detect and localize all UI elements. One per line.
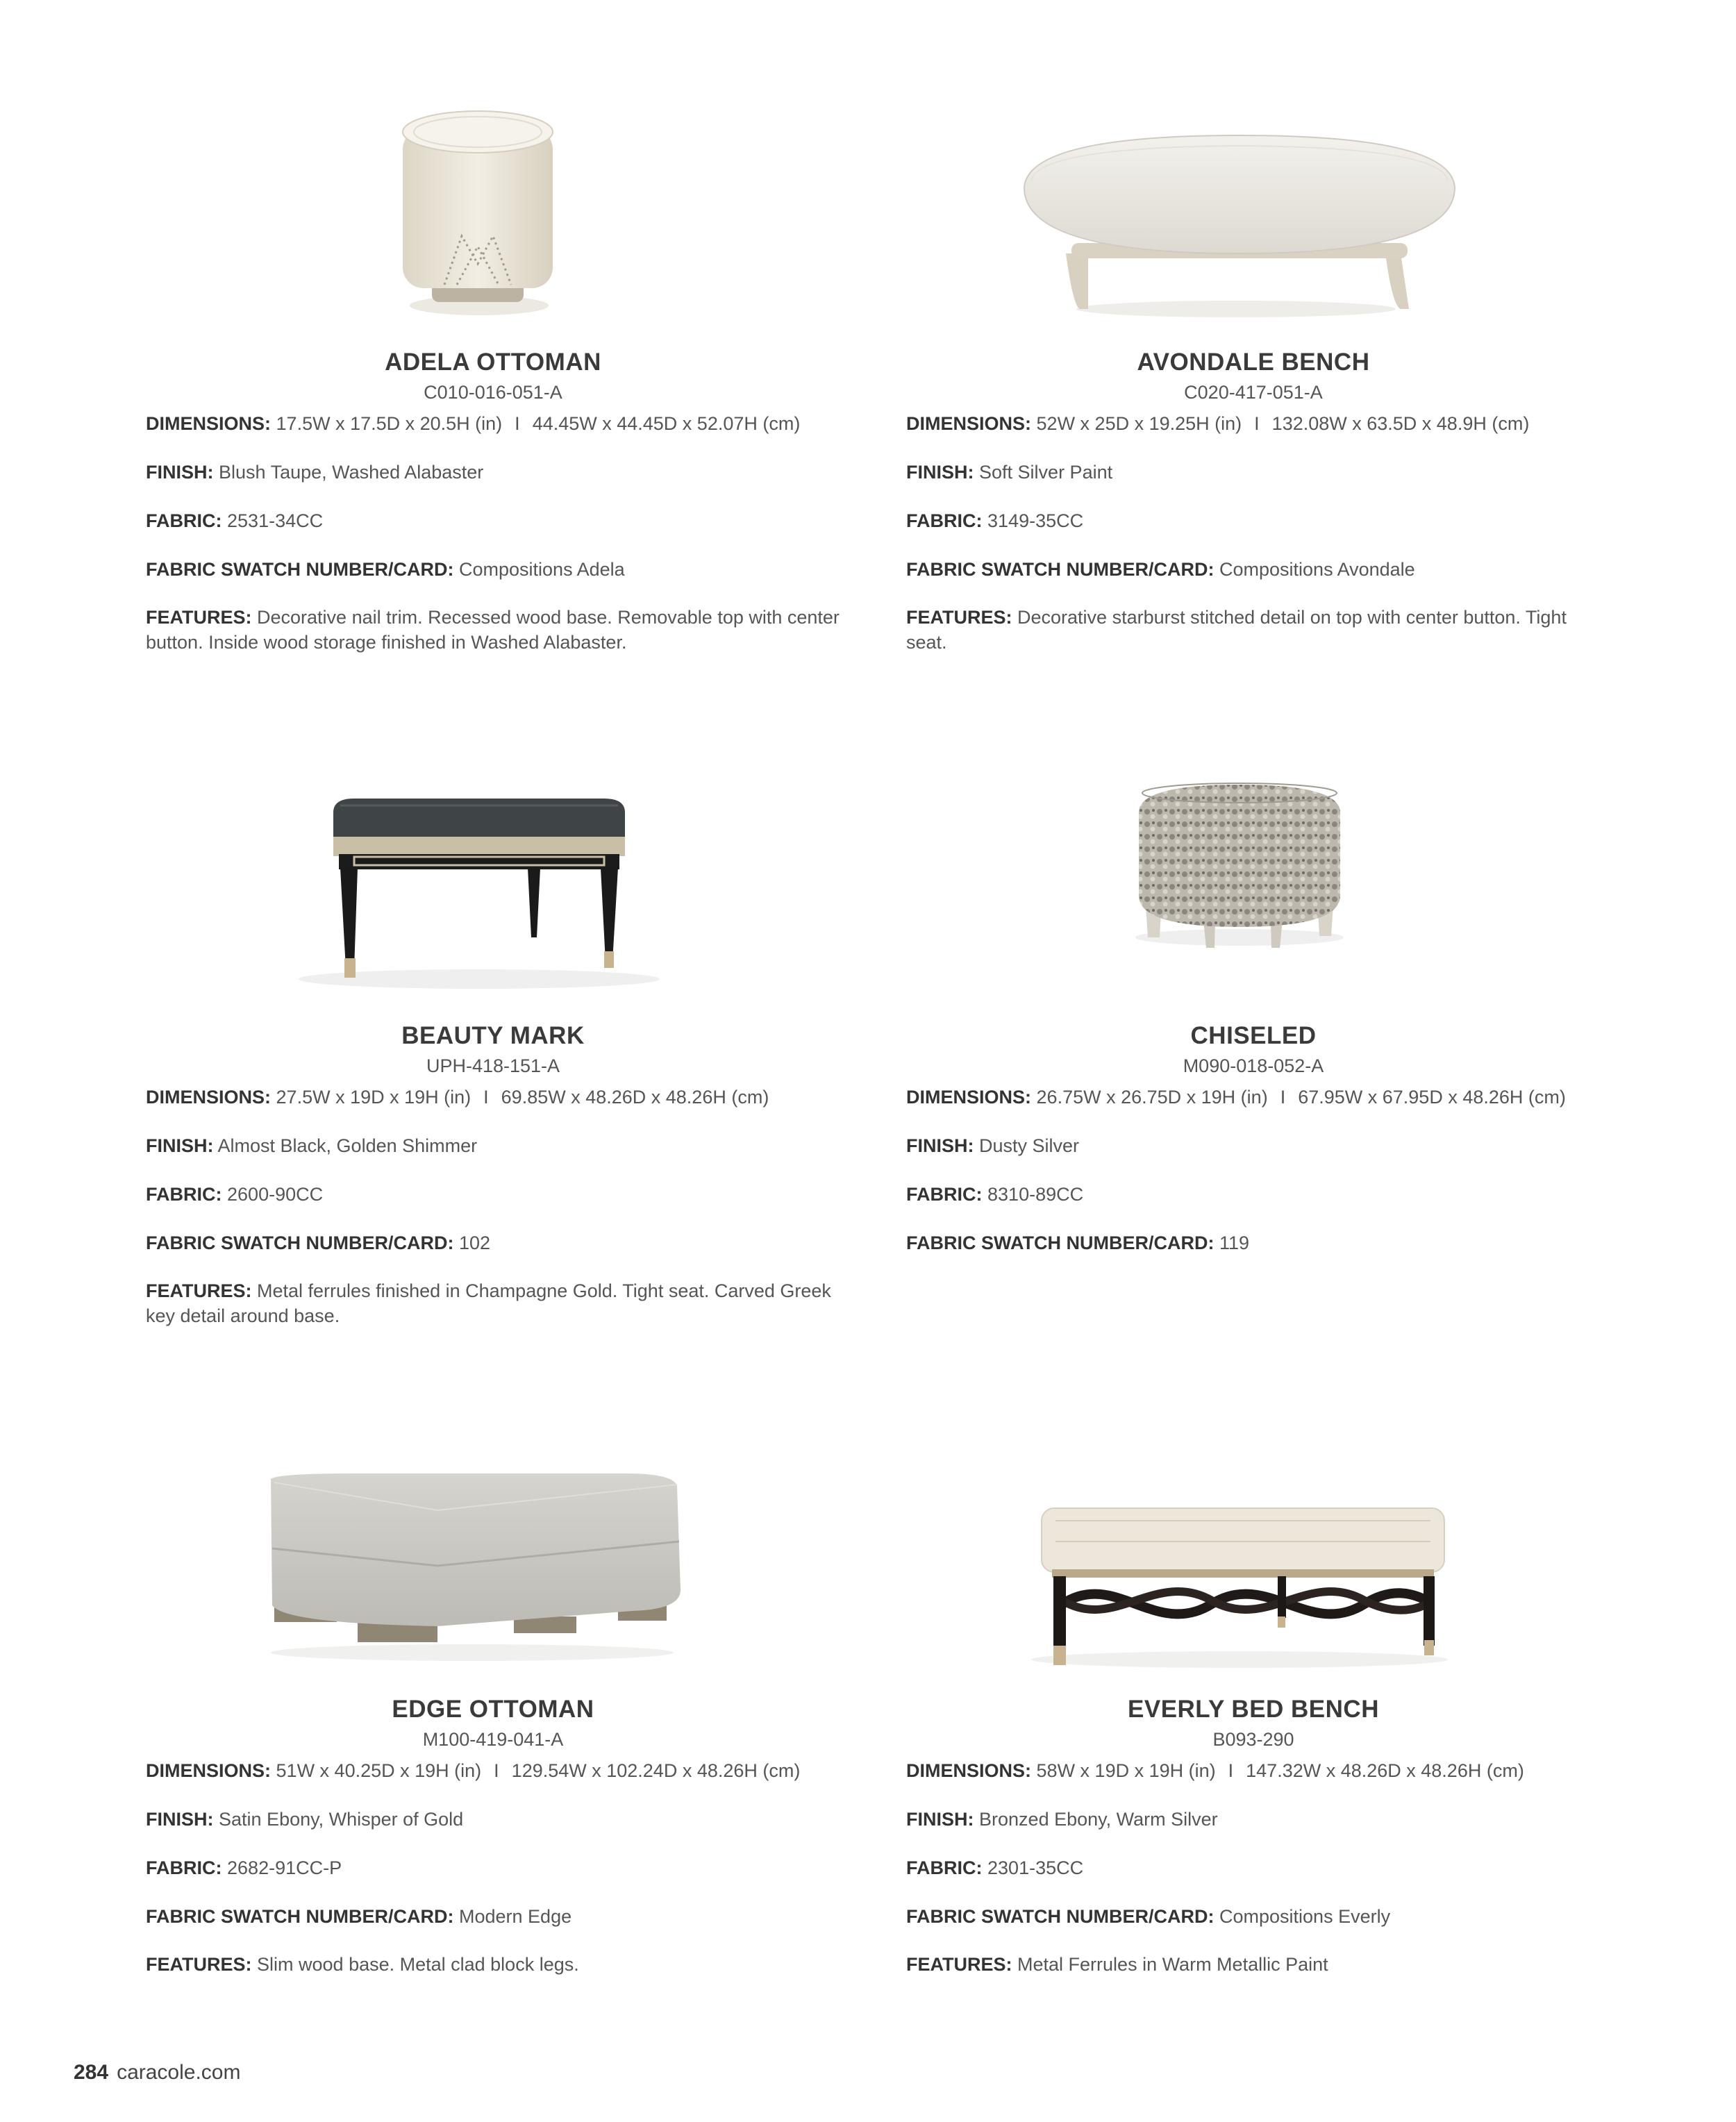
finish-value: Blush Taupe, Washed Alabaster bbox=[219, 462, 484, 483]
finish-value: Dusty Silver bbox=[979, 1135, 1080, 1156]
everly-bed-bench-image bbox=[906, 1444, 1601, 1694]
dimensions-separator: I bbox=[515, 413, 520, 434]
finish-value: Satin Ebony, Whisper of Gold bbox=[219, 1809, 464, 1830]
product-photo bbox=[906, 1444, 1601, 1694]
product-name: BEAUTY MARK bbox=[401, 1022, 585, 1049]
dimensions-inches: 26.75W x 26.75D x 19H (in) bbox=[1036, 1087, 1268, 1108]
fabric-label: FABRIC: bbox=[906, 1857, 983, 1878]
page-footer bbox=[74, 2061, 240, 2085]
adela-ottoman-image bbox=[146, 97, 840, 347]
product-sku: UPH-418-151-A bbox=[426, 1055, 560, 1076]
finish-label: FINISH: bbox=[146, 462, 214, 483]
swatch-line bbox=[906, 1904, 1601, 1929]
features-value: Metal Ferrules in Warm Metallic Paint bbox=[1017, 1954, 1328, 1975]
dimensions-line bbox=[906, 1758, 1601, 1783]
features-line bbox=[146, 1952, 840, 1977]
features-label: FEATURES: bbox=[146, 1280, 252, 1301]
features-label: FEATURES: bbox=[146, 1954, 252, 1975]
features-line bbox=[146, 1278, 840, 1328]
dimensions-cm: 132.08W x 63.5D x 48.9H (cm) bbox=[1271, 413, 1530, 434]
product-name: EDGE OTTOMAN bbox=[392, 1696, 594, 1723]
swatch-label: FABRIC SWATCH NUMBER/CARD: bbox=[146, 1906, 454, 1927]
swatch-label: FABRIC SWATCH NUMBER/CARD: bbox=[146, 1233, 454, 1253]
dimensions-cm: 147.32W x 48.26D x 48.26H (cm) bbox=[1246, 1760, 1524, 1781]
dimensions-line bbox=[146, 411, 840, 436]
features-label: FEATURES: bbox=[146, 607, 252, 628]
dimensions-line bbox=[906, 411, 1601, 436]
fabric-line bbox=[146, 508, 840, 533]
features-line bbox=[146, 605, 840, 655]
chiseled-image bbox=[906, 771, 1601, 1021]
fabric-line bbox=[906, 1182, 1601, 1207]
dimensions-cm: 129.54W x 102.24D x 48.26H (cm) bbox=[511, 1760, 801, 1781]
dimensions-separator: I bbox=[1254, 413, 1260, 434]
product-photo bbox=[146, 97, 840, 347]
dimensions-inches: 17.5W x 17.5D x 20.5H (in) bbox=[276, 413, 503, 434]
features-value: Decorative starburst stitched detail on top with center button. Tight seat. bbox=[906, 607, 1567, 653]
dimensions-inches: 27.5W x 19D x 19H (in) bbox=[276, 1087, 471, 1108]
fabric-value: 2531-34CC bbox=[227, 510, 324, 531]
fabric-label: FABRIC: bbox=[906, 510, 983, 531]
fabric-value: 2600-90CC bbox=[227, 1184, 324, 1205]
swatch-value: Compositions Avondale bbox=[1219, 559, 1415, 580]
fabric-label: FABRIC: bbox=[146, 510, 222, 531]
swatch-value: 102 bbox=[459, 1233, 491, 1253]
finish-line bbox=[146, 1133, 840, 1158]
fabric-line bbox=[906, 508, 1601, 533]
site-link[interactable]: caracole.com bbox=[117, 2061, 241, 2084]
swatch-line bbox=[146, 557, 840, 582]
dimensions-separator: I bbox=[1228, 1760, 1234, 1781]
finish-value: Almost Black, Golden Shimmer bbox=[217, 1135, 478, 1156]
finish-line bbox=[906, 1807, 1601, 1832]
features-value: Decorative nail trim. Recessed wood base. Removable top with center button. Inside wood storage finished in Washed Alabaster. bbox=[146, 607, 840, 653]
edge-ottoman-image bbox=[146, 1444, 840, 1694]
fabric-label: FABRIC: bbox=[906, 1184, 983, 1205]
fabric-line bbox=[146, 1855, 840, 1880]
product-sku: M090-018-052-A bbox=[1183, 1055, 1324, 1076]
finish-value: Bronzed Ebony, Warm Silver bbox=[979, 1809, 1218, 1830]
finish-label: FINISH: bbox=[146, 1809, 214, 1830]
fabric-line bbox=[146, 1182, 840, 1207]
product-photo bbox=[146, 1444, 840, 1694]
swatch-value: Compositions Everly bbox=[1219, 1906, 1391, 1927]
swatch-line bbox=[906, 557, 1601, 582]
product-sku: C010-016-051-A bbox=[424, 382, 562, 403]
swatch-line bbox=[906, 1230, 1601, 1255]
dimensions-separator: I bbox=[483, 1087, 489, 1108]
dimensions-label: DIMENSIONS: bbox=[906, 1760, 1032, 1781]
dimensions-line bbox=[906, 1085, 1601, 1110]
dimensions-inches: 58W x 19D x 19H (in) bbox=[1036, 1760, 1216, 1781]
swatch-label: FABRIC SWATCH NUMBER/CARD: bbox=[906, 559, 1215, 580]
product-photo bbox=[906, 97, 1601, 347]
finish-line bbox=[146, 1807, 840, 1832]
features-label: FEATURES: bbox=[906, 1954, 1012, 1975]
swatch-line bbox=[146, 1904, 840, 1929]
dimensions-cm: 67.95W x 67.95D x 48.26H (cm) bbox=[1298, 1087, 1566, 1108]
dimensions-label: DIMENSIONS: bbox=[146, 1087, 272, 1108]
finish-line bbox=[906, 460, 1601, 485]
swatch-value: Compositions Adela bbox=[459, 559, 625, 580]
fabric-label: FABRIC: bbox=[146, 1857, 222, 1878]
page-number: 284 bbox=[74, 2061, 109, 2084]
dimensions-inches: 52W x 25D x 19.25H (in) bbox=[1036, 413, 1242, 434]
fabric-value: 2682-91CC-P bbox=[227, 1857, 342, 1878]
product-photo bbox=[906, 771, 1601, 1021]
product-sku: M100-419-041-A bbox=[422, 1729, 564, 1750]
swatch-value: Modern Edge bbox=[459, 1906, 572, 1927]
product-sku: C020-417-051-A bbox=[1184, 382, 1323, 403]
features-line bbox=[906, 1952, 1601, 1977]
fabric-value: 8310-89CC bbox=[987, 1184, 1084, 1205]
finish-line bbox=[906, 1133, 1601, 1158]
avondale-bench-image bbox=[906, 97, 1601, 347]
product-name: ADELA OTTOMAN bbox=[385, 349, 601, 376]
fabric-value: 3149-35CC bbox=[987, 510, 1084, 531]
dimensions-label: DIMENSIONS: bbox=[906, 1087, 1032, 1108]
dimensions-line bbox=[146, 1085, 840, 1110]
dimensions-cm: 69.85W x 48.26D x 48.26H (cm) bbox=[501, 1087, 769, 1108]
beauty-mark-image bbox=[146, 771, 840, 1021]
finish-label: FINISH: bbox=[906, 1135, 974, 1156]
finish-label: FINISH: bbox=[146, 1135, 214, 1156]
dimensions-cm: 44.45W x 44.45D x 52.07H (cm) bbox=[532, 413, 801, 434]
swatch-label: FABRIC SWATCH NUMBER/CARD: bbox=[906, 1233, 1215, 1253]
product-name: EVERLY BED BENCH bbox=[1128, 1696, 1379, 1723]
product-photo bbox=[146, 771, 840, 1021]
features-value: Slim wood base. Metal clad block legs. bbox=[257, 1954, 579, 1975]
dimensions-inches: 51W x 40.25D x 19H (in) bbox=[276, 1760, 482, 1781]
product-name: CHISELED bbox=[1190, 1022, 1317, 1049]
fabric-line bbox=[906, 1855, 1601, 1880]
swatch-value: 119 bbox=[1219, 1233, 1250, 1253]
finish-value: Soft Silver Paint bbox=[979, 462, 1113, 483]
swatch-label: FABRIC SWATCH NUMBER/CARD: bbox=[906, 1906, 1215, 1927]
dimensions-label: DIMENSIONS: bbox=[146, 1760, 272, 1781]
fabric-label: FABRIC: bbox=[146, 1184, 222, 1205]
features-value: Metal ferrules finished in Champagne Gold. Tight seat. Carved Greek key detail around base. bbox=[146, 1280, 831, 1326]
swatch-label: FABRIC SWATCH NUMBER/CARD: bbox=[146, 559, 454, 580]
product-sku: B093-290 bbox=[1212, 1729, 1294, 1750]
fabric-value: 2301-35CC bbox=[987, 1857, 1084, 1878]
dimensions-separator: I bbox=[1280, 1087, 1286, 1108]
features-line bbox=[906, 605, 1601, 655]
features-label: FEATURES: bbox=[906, 607, 1012, 628]
finish-line bbox=[146, 460, 840, 485]
finish-label: FINISH: bbox=[906, 462, 974, 483]
finish-label: FINISH: bbox=[906, 1809, 974, 1830]
swatch-line bbox=[146, 1230, 840, 1255]
dimensions-label: DIMENSIONS: bbox=[146, 413, 272, 434]
product-name: AVONDALE BENCH bbox=[1137, 349, 1370, 376]
dimensions-label: DIMENSIONS: bbox=[906, 413, 1032, 434]
dimensions-line bbox=[146, 1758, 840, 1783]
dimensions-separator: I bbox=[494, 1760, 499, 1781]
